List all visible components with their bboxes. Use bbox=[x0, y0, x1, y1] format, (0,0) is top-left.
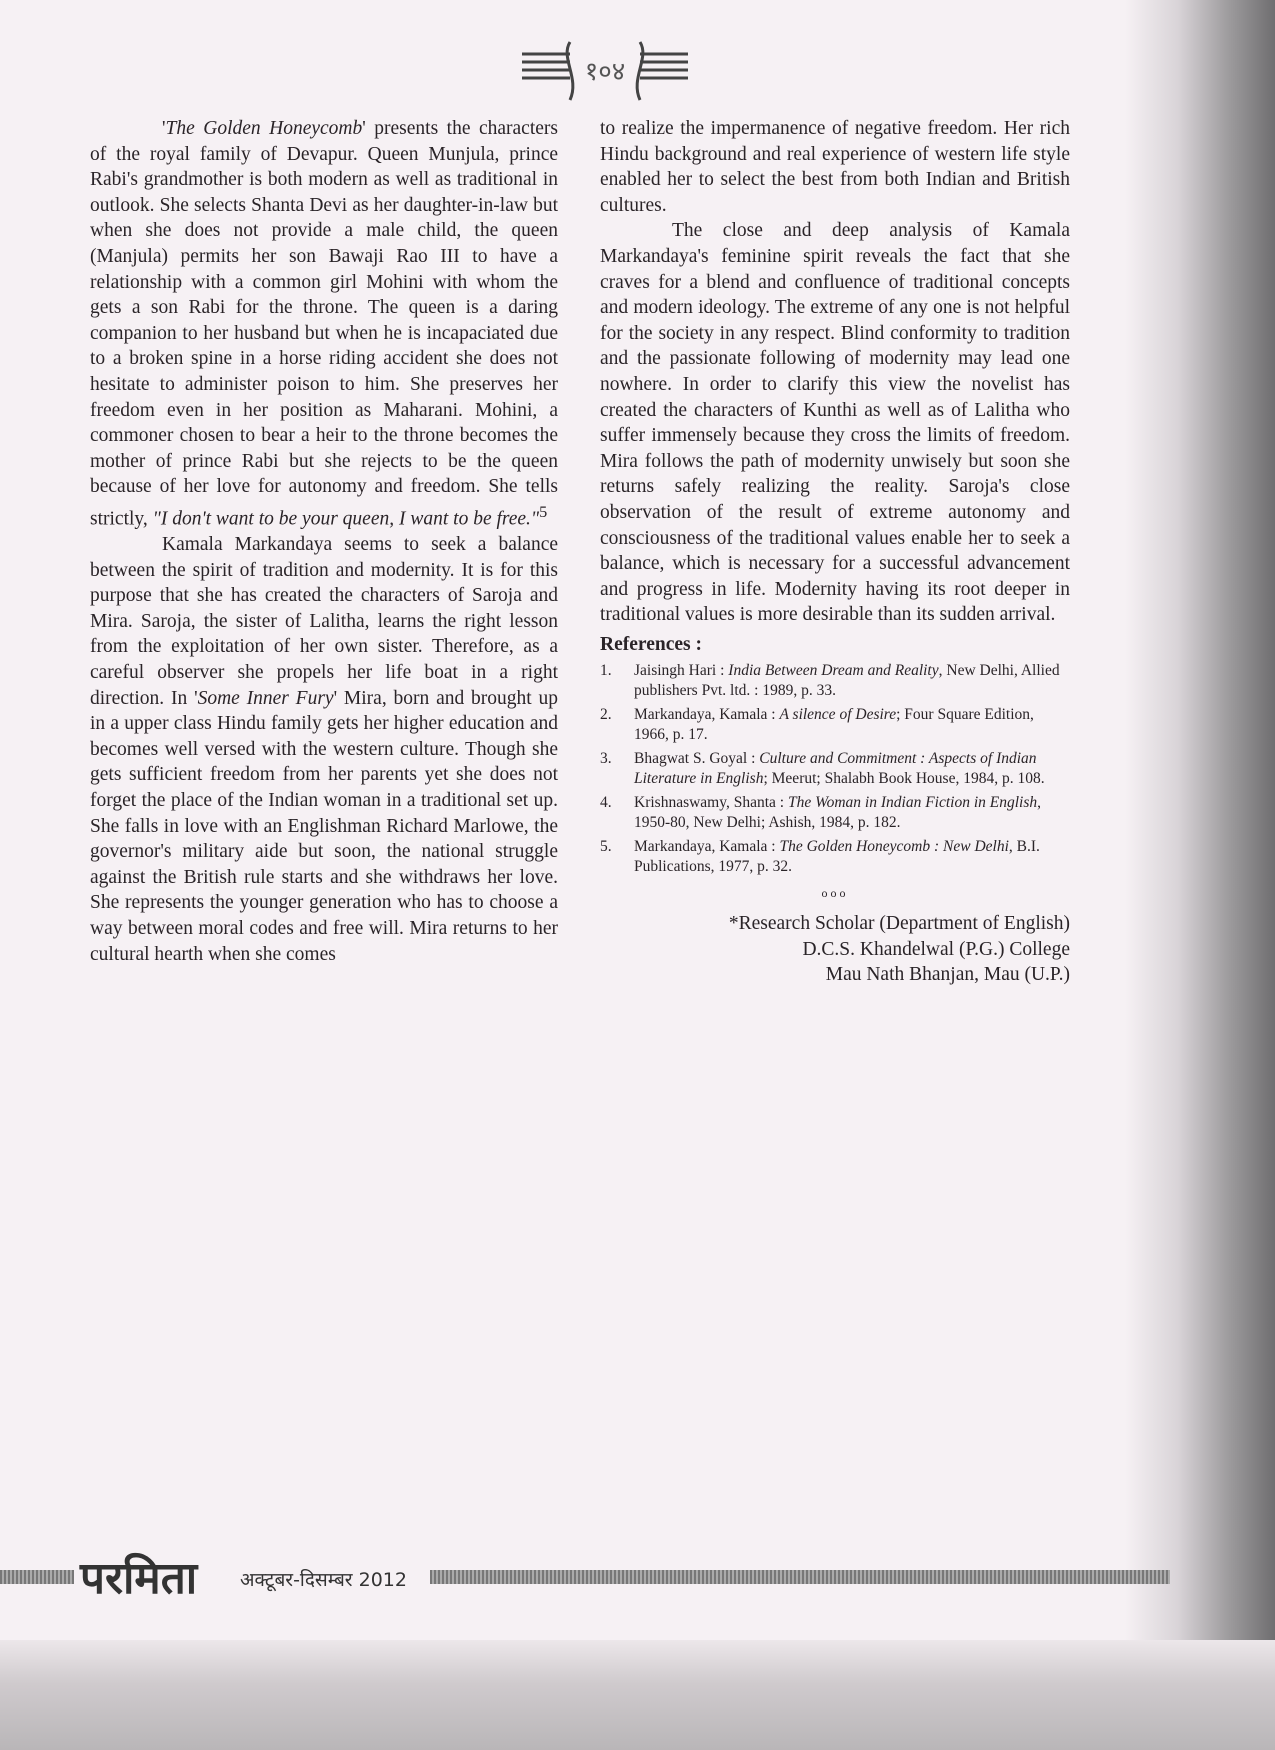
paragraph: to realize the impermanence of negative freedom. Her rich Hindu background and real experience of western life style enabled her to select the best from both Indian and British cultures. bbox=[600, 118, 1070, 216]
page-header bbox=[0, 38, 1275, 108]
paragraph: Kamala Markandaya seems to seek a balance between the spirit of tradition and modernity. It is for this purpose that she has created the characters of Saroja and Mira. Saroja, the sister of Lalitha, learns the right lesson from the exploitation of her own sister. Therefore, as a careful observer she propels her life boat in a right direction. In 'Some Inner Fury' Mira, born and brought up in a upper class Hindu family gets her higher education and becomes well versed with the western culture. Though she gets sufficient freedom from her parents yet she does not forget the place of the Indian woman in a traditional set up. She falls in love with an Englishman Richard Marlowe, the governor's military aide but soon, the national struggle against the British rule starts and she withdraws her love. She represents the younger generation who has to choose a way between moral codes and free will. Mira returns to her cultural hearth when she comes bbox=[90, 534, 559, 965]
page-footer bbox=[0, 1546, 1170, 1606]
left-column bbox=[90, 116, 558, 967]
paragraph: The close and deep analysis of Kamala Markandaya's feminine spirit reveals the fact that she craves for a blend and confluence of traditional concepts and modern ideology. The extreme of any one is not helpful for the society in any respect. Blind conformity to tradition and the passionate following of modernity may lead one nowhere. In order to clarify this view the novelist has created the characters of Kunthi as well as of Lalitha who suffer immensely because they cross the limits of freedom. Mira follows the path of modernity unwisely but soon she returns safely realizing the reality. Saroja's close observation of the result of extreme autonomy and consciousness of the traditional values enable her to seek a balance, which is necessary for a successful advancement and progress in life. Modernity having its root deeper in traditional values is more desirable than its sudden arrival. bbox=[600, 220, 1070, 626]
list-item: 1. Jaisingh Hari : India Between Dream and Reality, New Delhi, Allied publishers Pvt. ltd. : 1989, p. 33. bbox=[600, 662, 1060, 700]
paragraph: 'The Golden Honeycomb' presents the characters of the royal family of Devapur. Queen Munjula, prince Rabi's grandmother is both modern as well as traditional in outlook. She selects Shanta Devi as her daughter-in-law but when she does not provide a male child, the queen (Manjula) permits her son Bawaji Rao III to have a relationship with a common girl Mohini with whom the gets a son Rabi for the throne. The queen is a daring companion to her husband but when he is incapaciated due to a broken spine in a horse riding accident she does not hesitate to administer poison to him. She preserves her freedom even in her position as Maharani. Mohini, a commoner chosen to bear a heir to the throne becomes the mother of prince Rabi but she rejects to be the queen because of her love for autonomy and freedom. She tells strictly, "I don't want to be your queen, I want to be free."$^5$ bbox=[90, 118, 558, 530]
list-item: 4. Krishnaswamy, Shanta : The Woman in Indian Fiction in English, 1950-80, New Delhi; Ashish, 1984, p. 182. bbox=[600, 794, 1042, 832]
issue-date: अक्टूबर-दिसम्बर 2012 bbox=[240, 1569, 407, 1591]
references-heading: References : bbox=[600, 633, 702, 655]
book-title: Some Inner Fury bbox=[197, 687, 334, 709]
footnote-marker: 5 bbox=[539, 502, 548, 521]
list-item: 3. Bhagwat S. Goyal : Culture and Commitment : Aspects of Indian Literature in English; Meerut; Shalabh Book House, 1984, p. 108. bbox=[600, 750, 1045, 788]
footer-rule bbox=[430, 1570, 1170, 1584]
list-item: 2. Markandaya, Kamala : A silence of Desire; Four Square Edition, 1966, p. 17. bbox=[600, 706, 1034, 744]
right-column bbox=[600, 116, 1070, 988]
quote: "I don't want to be your queen, I want to be free." bbox=[152, 508, 540, 530]
page-number: १०४ bbox=[584, 57, 626, 86]
footer-rule bbox=[0, 1570, 74, 1584]
page-edge-shadow bbox=[1125, 0, 1275, 1750]
journal-name: परमिता bbox=[80, 1553, 198, 1604]
separator: ooo bbox=[821, 886, 849, 901]
references-list bbox=[600, 661, 1070, 877]
book-title: The Golden Honeycomb bbox=[165, 118, 363, 139]
list-item: 5. Markandaya, Kamala : The Golden Honeycomb : New Delhi, B.I. Publications, 1977, p. 32. bbox=[600, 838, 1040, 876]
page-bottom-shadow bbox=[0, 1640, 1275, 1750]
author-affiliation: *Research Scholar (Department of English) D.C.S. Khandelwal (P.G.) College Mau Nath Bhanjan, Mau (U.P.) bbox=[728, 913, 1070, 986]
